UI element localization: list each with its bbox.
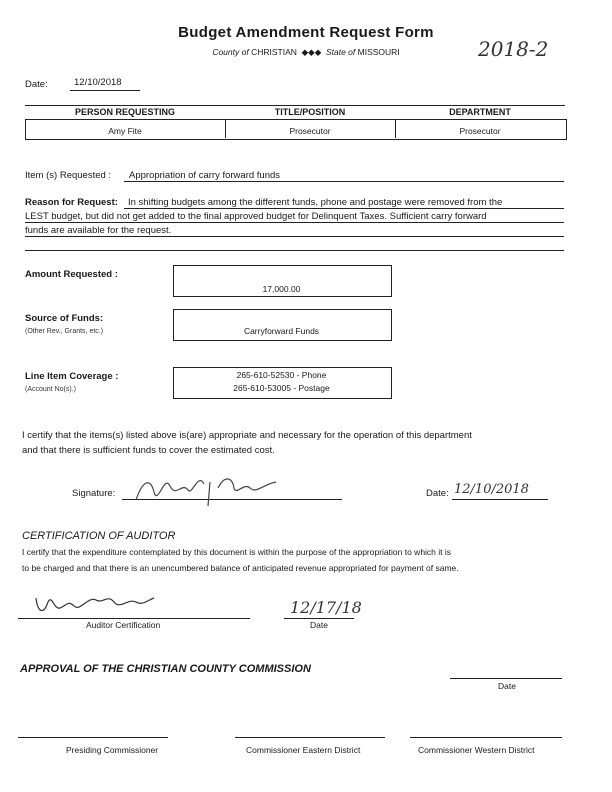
signature-date-value: 12/10/2018 — [454, 482, 529, 497]
reason-underline-4 — [25, 250, 564, 251]
auditor-date-line — [284, 618, 354, 619]
auditor-signature-image — [30, 588, 160, 622]
form-subtitle: County of CHRISTIAN ◆◆◆ State of MISSOURI — [212, 47, 400, 57]
table-top-rule — [25, 105, 565, 106]
county-value: CHRISTIAN — [251, 47, 297, 57]
header-department: DEPARTMENT — [449, 107, 511, 117]
auditor-heading: CERTIFICATION OF AUDITOR — [22, 530, 176, 542]
reason-line-1: In shifting budgets among the different funds, phone and postage were removed from the — [128, 197, 503, 208]
requester-signature-image — [128, 462, 288, 510]
source-value: Carryforward Funds — [243, 326, 320, 336]
approval-date-label: Date — [498, 681, 516, 691]
source-sublabel: (Other Rev., Grants, etc.) — [25, 328, 104, 335]
line-item-sublabel: (Account No(s).) — [25, 386, 76, 393]
amount-value: 17,000.00 — [262, 284, 301, 294]
state-value: MISSOURI — [357, 47, 400, 57]
items-requested-value: Appropriation of carry forward funds — [129, 170, 281, 181]
title-position-value: Prosecutor — [289, 126, 331, 136]
approval-heading: APPROVAL OF THE CHRISTIAN COUNTY COMMISSION — [20, 663, 311, 675]
line-item-label: Line Item Coverage : — [25, 371, 119, 382]
reason-line-2: LEST budget, but did not get added to the final approved budget for Delinquent Taxes. Sufficient carry forward — [25, 211, 487, 222]
header-person-requesting: PERSON REQUESTING — [74, 107, 175, 117]
items-underline — [124, 181, 564, 182]
western-commissioner-label: Commissioner Western District — [418, 745, 535, 755]
reason-underline-2 — [25, 222, 564, 223]
reason-underline-1 — [124, 208, 564, 209]
reason-underline-3 — [25, 236, 564, 237]
auditor-signature-line — [18, 618, 250, 619]
signature-date-line — [452, 499, 548, 500]
signature-date-label: Date: — [426, 488, 449, 499]
reason-label: Reason for Request: — [25, 197, 118, 208]
auditor-line-2: to be charged and that there is an unencumbered balance of anticipated revenue appropriated for payment of same. — [22, 563, 459, 573]
presiding-signature-line — [18, 737, 168, 738]
source-label: Source of Funds: — [25, 313, 104, 324]
signature-label: Signature: — [72, 488, 116, 499]
eastern-commissioner-label: Commissioner Eastern District — [246, 745, 361, 755]
line-item-value-1: 265-610-52530 - Phone — [236, 370, 327, 380]
approval-date-line — [450, 678, 562, 679]
source-box — [173, 309, 392, 341]
auditor-date-label: Date — [310, 620, 328, 630]
items-requested-label: Item (s) Requested : — [25, 170, 112, 181]
department-value: Prosecutor — [459, 126, 501, 136]
date-label: Date: — [25, 79, 48, 90]
line-item-value-2: 265-610-53005 - Postage — [233, 383, 330, 393]
reason-line-3: funds are available for the request. — [25, 225, 172, 236]
amount-label: Amount Requested : — [25, 269, 118, 280]
date-underline — [70, 90, 140, 91]
auditor-line-1: I certify that the expenditure contemplated by this document is within the purpose of the appropriation to which it is — [22, 547, 452, 557]
form-title: Budget Amendment Request Form — [178, 24, 434, 41]
person-requesting-value: Amy Fite — [108, 126, 142, 136]
state-label: State of — [325, 47, 356, 57]
western-signature-line — [410, 737, 562, 738]
date-value: 12/10/2018 — [74, 77, 122, 88]
eastern-signature-line — [235, 737, 385, 738]
auditor-signature-label: Auditor Certification — [86, 620, 161, 630]
header-title-position: TITLE/POSITION — [274, 107, 346, 117]
certify-line-2: and that there is sufficient funds to cover the estimated cost. — [22, 445, 275, 456]
certify-line-1: I certify that the items(s) listed above is(are) appropriate and necessary for the operation of this department — [22, 430, 472, 441]
handwritten-reference: 2018-2 — [478, 37, 549, 61]
county-label: County of — [212, 47, 249, 57]
auditor-date-value: 12/17/18 — [290, 598, 362, 617]
presiding-commissioner-label: Presiding Commissioner — [66, 745, 159, 755]
